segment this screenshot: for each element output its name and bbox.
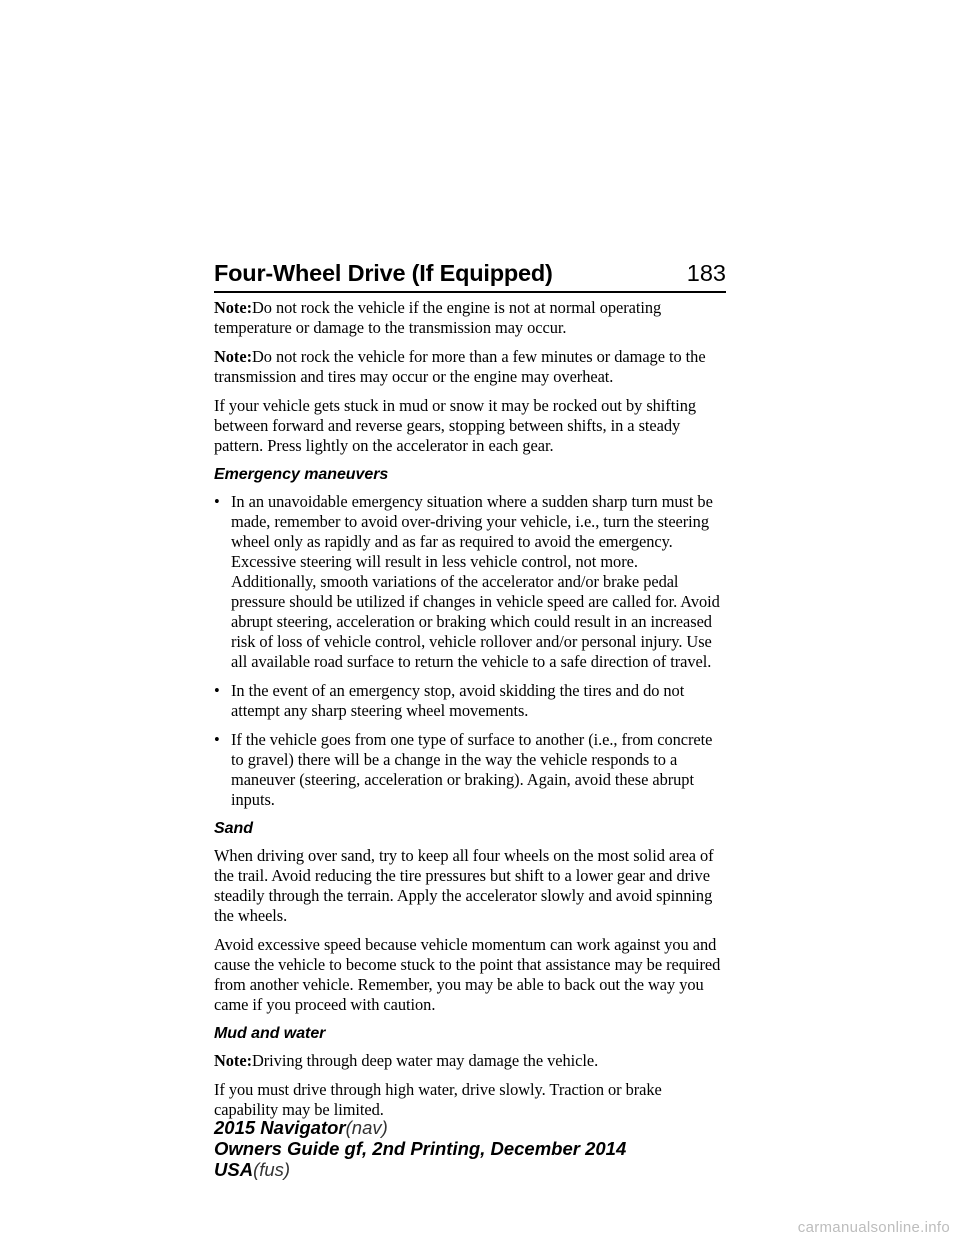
page-number: 183 bbox=[686, 260, 726, 286]
note-paragraph bbox=[214, 298, 726, 338]
footer-line-printing: Owners Guide gf, 2nd Printing, December 2014 bbox=[214, 1138, 627, 1159]
note-text: Do not rock the vehicle if the engine is not at normal operating temperature or damage to the transmission may occur. bbox=[214, 298, 662, 337]
footer-market: USA bbox=[214, 1159, 254, 1180]
note-text: Driving through deep water may damage the vehicle. bbox=[251, 1051, 599, 1070]
footer-model: 2015 Navigator bbox=[214, 1117, 346, 1138]
list-item: • In the event of an emergency stop, avoid skidding the tires and do not attempt any sharp steering wheel movements. bbox=[214, 681, 726, 721]
note-paragraph bbox=[214, 347, 726, 387]
list-item: • In an unavoidable emergency situation where a sudden sharp turn must be made, remember to avoid over-driving your vehicle, i.e., turn the steering wheel only as rapidly and as far as required to avoid the emergency. Excessive steering will result in less vehicle control, not more. Additionally, smooth variations of the accelerator and/or brake pedal pressure should be utilized if changes in vehicle speed are called for. Avoid abrupt steering, acceleration or braking which could result in an increased risk of loss of vehicle control, vehicle rollover and/or personal injury. Use all available road surface to return the vehicle to a safe direction of travel. bbox=[214, 492, 726, 672]
note-label: Note: bbox=[214, 1051, 252, 1070]
note-label: Note: bbox=[214, 347, 252, 366]
footer-market-code: (fus) bbox=[253, 1159, 291, 1180]
sand-paragraph: Avoid excessive speed because vehicle momentum can work against you and cause the vehicle to become stuck to the point that assistance may be required from another vehicle. Remember, you may be able to back out the way you came if you proceed with caution. bbox=[214, 935, 721, 1014]
heading-emergency-maneuvers: Emergency maneuvers bbox=[214, 466, 389, 483]
footer-model-code: (nav) bbox=[345, 1117, 388, 1138]
watermark: carmanualsonline.info bbox=[797, 1219, 950, 1236]
note-text: Do not rock the vehicle for more than a few minutes or damage to the transmission and tires may occur or the engine may overheat. bbox=[214, 347, 706, 386]
page-content bbox=[214, 298, 726, 1129]
page-header bbox=[214, 258, 726, 288]
note-label: Note: bbox=[214, 298, 252, 317]
list-item: • If the vehicle goes from one type of surface to another (i.e., from concrete to gravel) there will be a change in the way the vehicle responds to a maneuver (steering, acceleration or braking). Again, avoid these abrupt inputs. bbox=[214, 730, 726, 810]
sand-paragraph: When driving over sand, try to keep all four wheels on the most solid area of the trail. Avoid reducing the tire pressures but shift to a lower gear and drive steadily through the terrain. Apply the accelerator slowly and avoid spinning the wheels. bbox=[214, 846, 714, 925]
rocking-paragraph: If your vehicle gets stuck in mud or snow it may be rocked out by shifting between forward and reverse gears, stopping between shifts, in a steady pattern. Press lightly on the accelerator in each gear. bbox=[214, 396, 697, 455]
mud-paragraph: If you must drive through high water, drive slowly. Traction or brake capability may be limited. bbox=[214, 1080, 662, 1119]
section-title: Four-Wheel Drive (If Equipped) bbox=[214, 260, 553, 286]
heading-mud-and-water: Mud and water bbox=[214, 1025, 326, 1042]
page-footer bbox=[214, 1117, 626, 1180]
heading-sand: Sand bbox=[214, 820, 253, 837]
footer-line-market bbox=[214, 1159, 626, 1180]
note-paragraph bbox=[214, 1051, 726, 1071]
emergency-bullet-list bbox=[214, 492, 726, 810]
header-divider bbox=[214, 291, 726, 293]
footer-line-model bbox=[214, 1117, 626, 1138]
